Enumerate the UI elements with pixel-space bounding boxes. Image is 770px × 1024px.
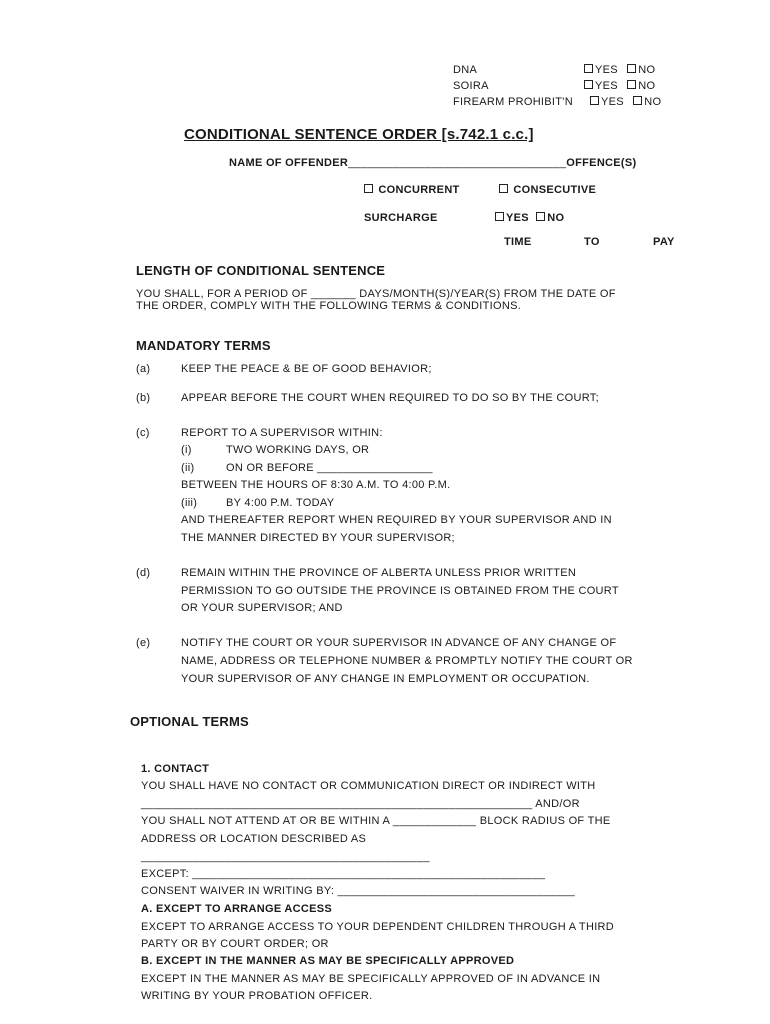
to-label: TO	[584, 236, 600, 248]
consecutive-label: CONSECUTIVE	[513, 184, 597, 196]
offender-line	[229, 157, 637, 169]
firearm-no-label: NO	[644, 96, 662, 108]
term-e-mark: (e)	[136, 637, 151, 649]
contact-line-1: YOU SHALL HAVE NO CONTACT OR COMMUNICATION DIRECT OR INDIRECT WITH	[141, 780, 596, 792]
length-heading: LENGTH OF CONDITIONAL SENTENCE	[136, 263, 386, 278]
contact-line-5[interactable]: _____________________________________________	[141, 851, 430, 863]
term-c-ii-mark: (ii)	[181, 462, 195, 474]
surcharge-no-checkbox[interactable]	[536, 212, 545, 221]
dna-options	[584, 64, 655, 76]
term-c-i-mark: (i)	[181, 444, 192, 456]
contact-line-4: ADDRESS OR LOCATION DESCRIBED AS	[141, 833, 367, 845]
option-a-line-1: EXCEPT TO ARRANGE ACCESS TO YOUR DEPENDENT CHILDREN THROUGH A THIRD	[141, 921, 615, 933]
firearm-yes-checkbox[interactable]	[590, 96, 599, 105]
soira-label: SOIRA	[453, 80, 489, 92]
soira-yes-checkbox[interactable]	[584, 80, 593, 89]
soira-yes-label: YES	[595, 80, 618, 92]
offender-name-blank[interactable]: __________________________________	[348, 157, 567, 169]
term-c-mark: (c)	[136, 427, 150, 439]
firearm-yes-label: YES	[601, 96, 624, 108]
option-a-line-2: PARTY OR BY COURT ORDER; OR	[141, 938, 329, 950]
offender-name-label: NAME OF OFFENDER	[229, 157, 349, 169]
soira-options	[584, 80, 655, 92]
length-line-2: THE ORDER, COMPLY WITH THE FOLLOWING TERMS & CONDITIONS.	[136, 300, 522, 312]
term-d-mark: (d)	[136, 567, 151, 579]
term-e-line-1: NOTIFY THE COURT OR YOUR SUPERVISOR IN ADVANCE OF ANY CHANGE OF	[181, 637, 617, 649]
soira-no-label: NO	[638, 80, 656, 92]
firearm-label: FIREARM PROHIBIT'N	[453, 96, 573, 108]
term-a-mark: (a)	[136, 363, 151, 375]
dna-yes-checkbox[interactable]	[584, 64, 593, 73]
term-e-line-2: NAME, ADDRESS OR TELEPHONE NUMBER & PROMPTLY NOTIFY THE COURT OR	[181, 655, 633, 667]
term-c-iii-mark: (iii)	[181, 497, 198, 509]
except-line[interactable]: EXCEPT: _______________________________________________________	[141, 868, 546, 880]
contact-line-2[interactable]: _____________________________________________________________ AND/OR	[141, 798, 580, 810]
soira-no-checkbox[interactable]	[627, 80, 636, 89]
term-c-text: REPORT TO A SUPERVISOR WITHIN:	[181, 427, 383, 439]
surcharge-yes-checkbox[interactable]	[495, 212, 504, 221]
option-b-heading: B. EXCEPT IN THE MANNER AS MAY BE SPECIFICALLY APPROVED	[141, 955, 515, 967]
consecutive-checkbox[interactable]	[499, 184, 508, 193]
concurrent-checkbox[interactable]	[364, 184, 373, 193]
term-c-after-2: THE MANNER DIRECTED BY YOUR SUPERVISOR;	[181, 532, 455, 544]
dna-label: DNA	[453, 64, 478, 76]
time-label: TIME	[504, 236, 532, 248]
term-e-line-3: YOUR SUPERVISOR OF ANY CHANGE IN EMPLOYMENT OR OCCUPATION.	[181, 673, 590, 685]
option-a-heading: A. EXCEPT TO ARRANGE ACCESS	[141, 903, 333, 915]
term-d-line-3: OR YOUR SUPERVISOR; AND	[181, 602, 343, 614]
surcharge-label: SURCHARGE	[364, 212, 438, 224]
page-title: CONDITIONAL SENTENCE ORDER [s.742.1 c.c.]	[184, 126, 534, 143]
option-b-line-1: EXCEPT IN THE MANNER AS MAY BE SPECIFICALLY APPROVED OF IN ADVANCE IN	[141, 973, 601, 985]
consent-line[interactable]: CONSENT WAIVER IN WRITING BY: _____________________________________	[141, 885, 576, 897]
term-c-ii-text[interactable]: ON OR BEFORE __________________	[226, 462, 433, 474]
consecutive-option	[499, 184, 596, 196]
length-line-1: YOU SHALL, FOR A PERIOD OF _______ DAYS/MONTH(S)/YEAR(S) FROM THE DATE OF	[136, 288, 616, 300]
firearm-no-checkbox[interactable]	[633, 96, 642, 105]
surcharge-yes-label: YES	[506, 212, 529, 224]
optional-heading: OPTIONAL TERMS	[130, 714, 249, 729]
surcharge-no-label: NO	[547, 212, 565, 224]
offence-label: OFFENCE(S)	[566, 157, 637, 169]
term-c-after-1: AND THEREAFTER REPORT WHEN REQUIRED BY YOUR SUPERVISOR AND IN	[181, 514, 612, 526]
dna-yes-label: YES	[595, 64, 618, 76]
term-d-line-1: REMAIN WITHIN THE PROVINCE OF ALBERTA UNLESS PRIOR WRITTEN	[181, 567, 577, 579]
concurrent-label: CONCURRENT	[378, 184, 460, 196]
dna-no-label: NO	[638, 64, 656, 76]
contact-heading: 1. CONTACT	[141, 763, 210, 775]
dna-no-checkbox[interactable]	[627, 64, 636, 73]
mandatory-heading: MANDATORY TERMS	[136, 338, 271, 353]
option-b-line-2: WRITING BY YOUR PROBATION OFFICER.	[141, 990, 373, 1002]
term-c-iii-text: BY 4:00 P.M. TODAY	[226, 497, 335, 509]
term-b-mark: (b)	[136, 392, 151, 404]
surcharge-options	[495, 212, 564, 224]
term-b-text: APPEAR BEFORE THE COURT WHEN REQUIRED TO DO SO BY THE COURT;	[181, 392, 599, 404]
term-c-between: BETWEEN THE HOURS OF 8:30 A.M. TO 4:00 P.M.	[181, 479, 451, 491]
contact-line-3[interactable]: YOU SHALL NOT ATTEND AT OR BE WITHIN A _____________ BLOCK RADIUS OF THE	[141, 815, 611, 827]
firearm-options	[590, 96, 661, 108]
term-d-line-2: PERMISSION TO GO OUTSIDE THE PROVINCE IS OBTAINED FROM THE COURT	[181, 585, 619, 597]
concurrent-option	[364, 184, 460, 196]
term-a-text: KEEP THE PEACE & BE OF GOOD BEHAVIOR;	[181, 363, 432, 375]
pay-label: PAY	[653, 236, 675, 248]
term-c-i-text: TWO WORKING DAYS, OR	[226, 444, 370, 456]
